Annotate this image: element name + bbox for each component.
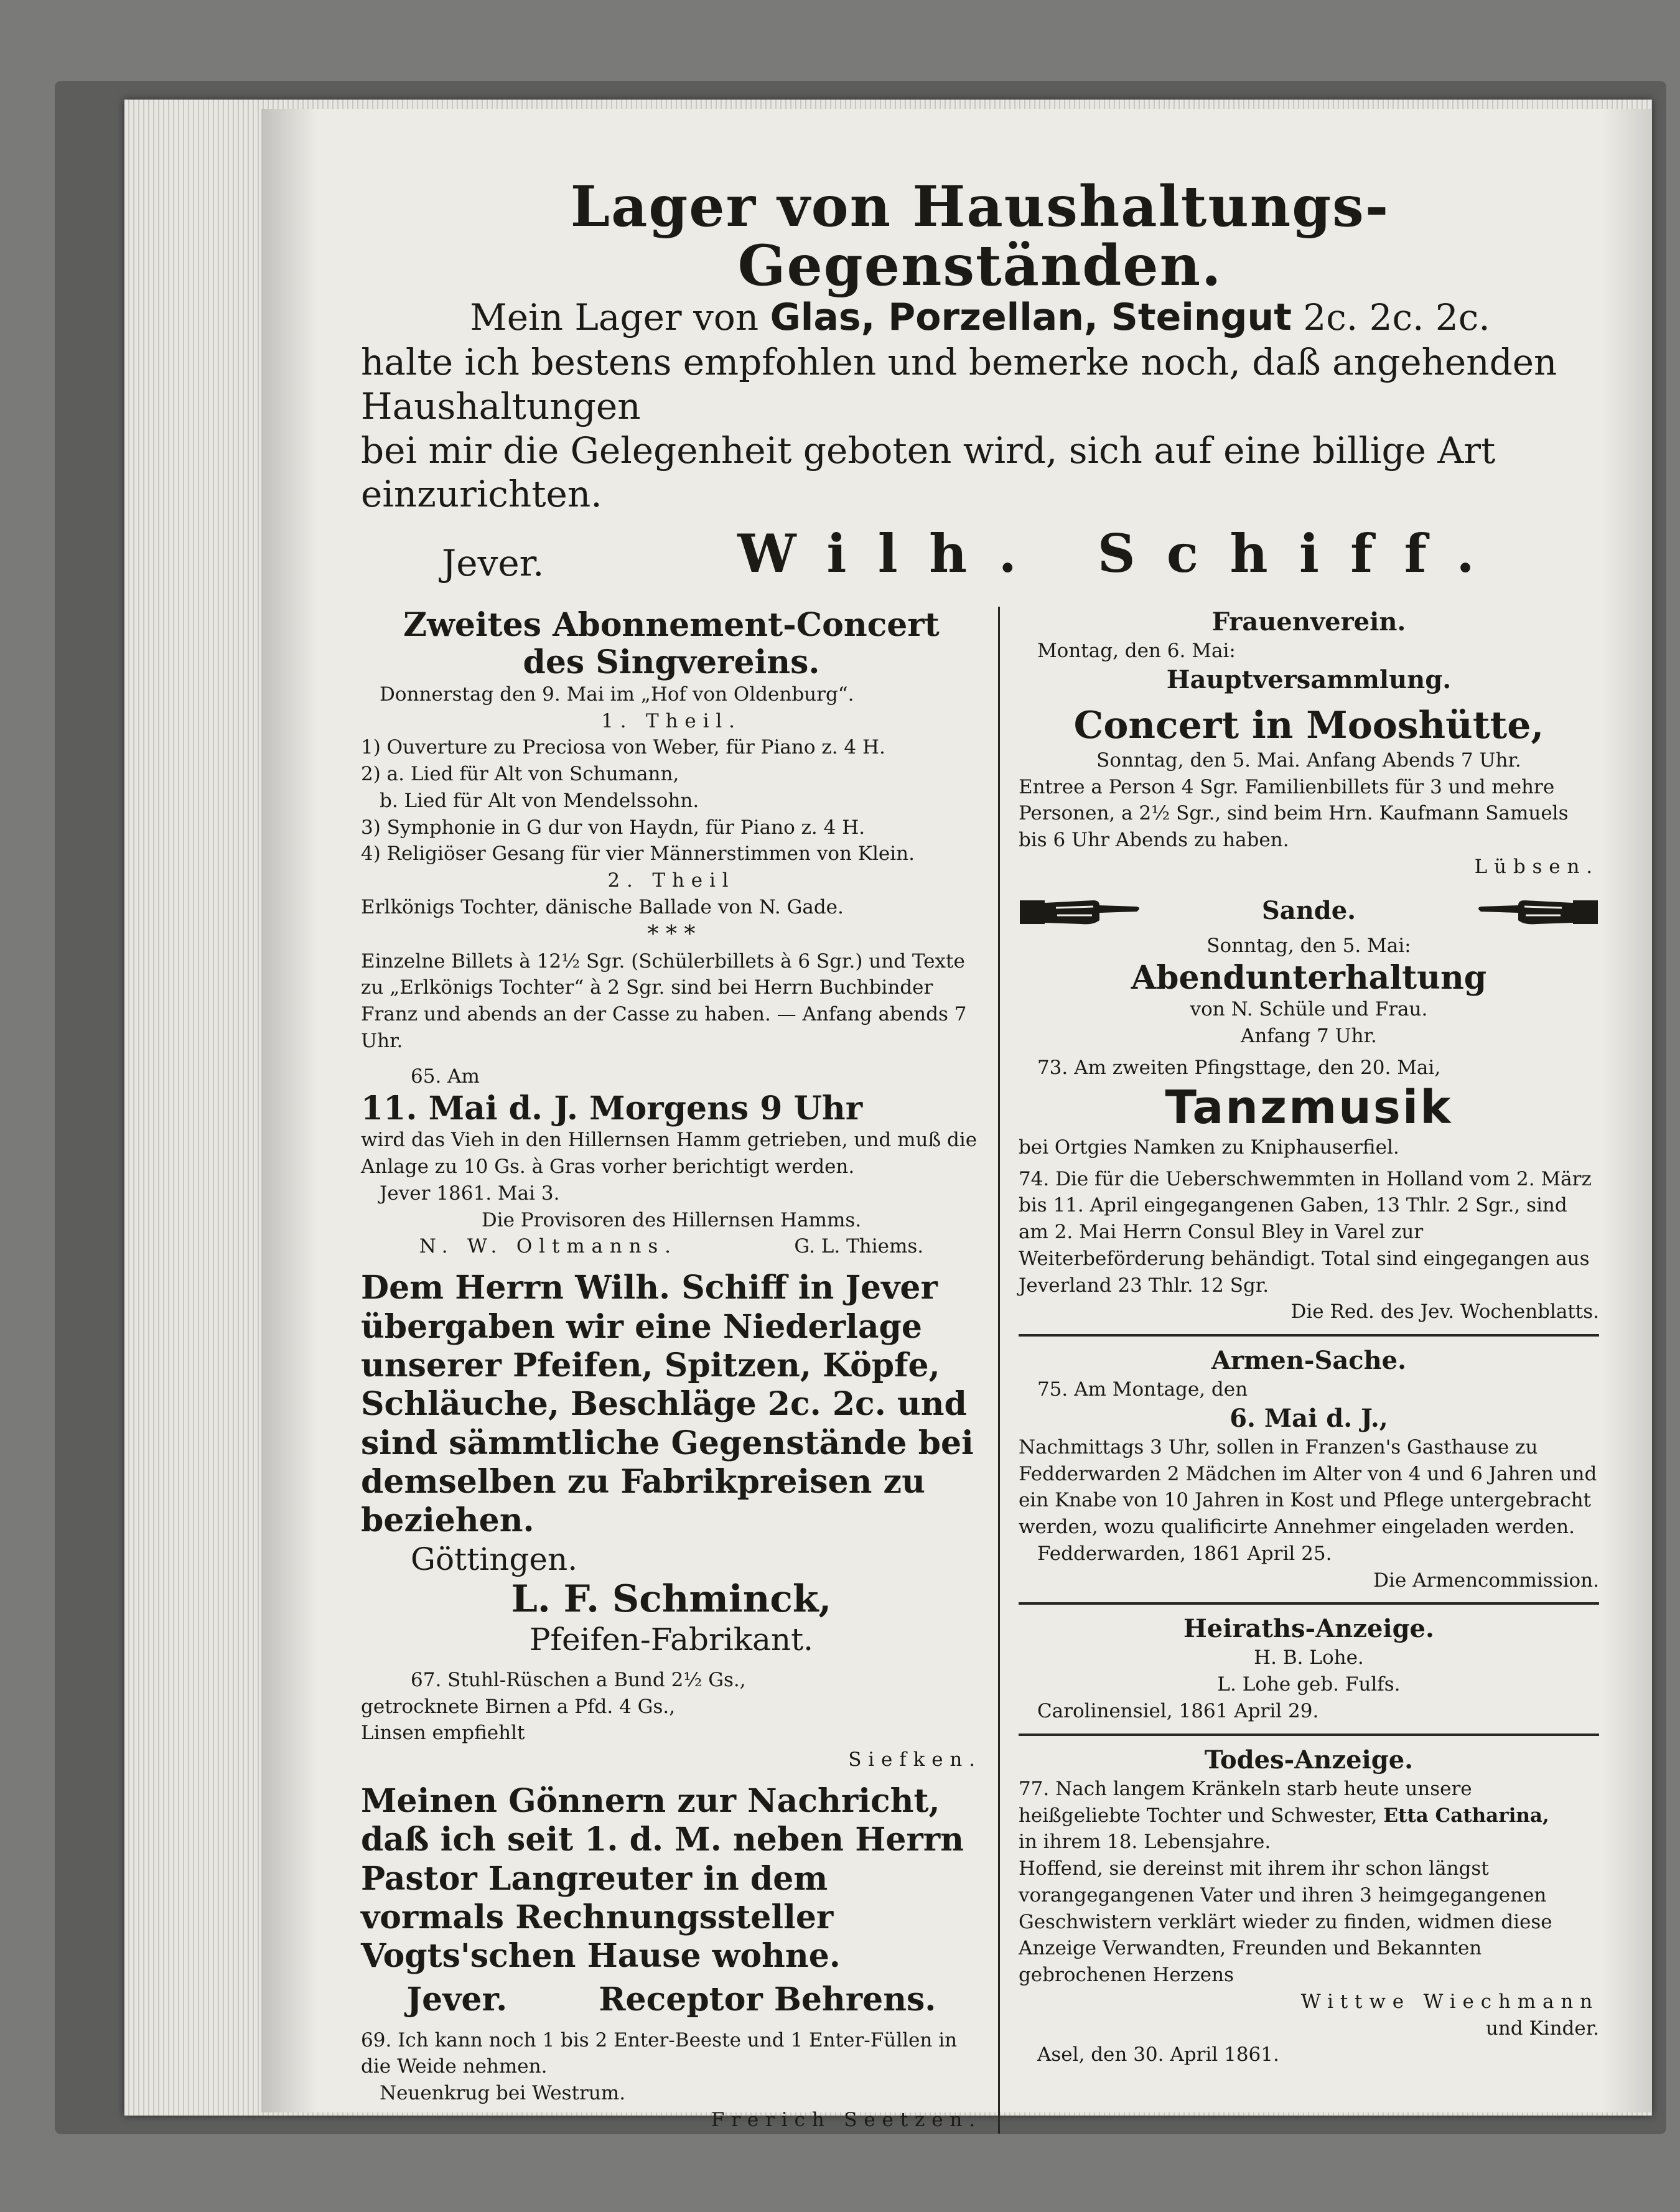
pointing-hand-right-icon [1019,889,1143,933]
concert-date: Donnerstag den 9. Mai im „Hof von Oldenburg“. [380,683,854,706]
todes-anzeige [1019,1745,1599,2068]
notice-67 [361,1667,982,1773]
notice-67-line-1: 67. Stuhl-Rüschen a Bund 2½ Gs., [411,1668,746,1691]
header-place: Jever. [442,542,544,585]
header-line-2: halte ich bestens empfohlen und bemerke noch, daß angehenden Haushaltungen [361,341,1557,427]
heiraths-name-2: L. Lohe geb. Fulfs. [1217,1673,1401,1696]
concert-notice [361,607,982,1055]
behrens-name: Receptor Behrens. [599,1980,936,2018]
todes-place: Asel, den 30. April 1861. [1037,2043,1279,2066]
newspaper-page [261,109,1652,2131]
sande-title: Abendunterhaltung [1131,958,1487,997]
concert-item-2a: 2) a. Lied für Alt von Schumann, [361,763,679,786]
notice-73 [1019,1055,1599,1161]
notice-74-sign: Die Red. des Jev. Wochenblatts. [1290,1300,1599,1323]
divider-rule [1019,1734,1599,1736]
notice-65-signer-1: N. W. Oltmanns. [419,1235,678,1258]
mooshuette-date: Sonntag, den 5. Mai. Anfang Abends 7 Uhr. [1096,749,1521,772]
pointing-hand-left-icon [1475,889,1599,933]
behrens-text: Meinen Gönnern zur Nachricht, daß ich seit 1. d. M. neben Herrn Pastor Langreuter in dem vormals Rechnungssteller Vogts'schen Hause wohne. [361,1781,964,1976]
tanzmusik-title: Tanzmusik [1165,1080,1453,1134]
sande-header-row [1019,889,1599,933]
notice-65-text: wird das Vieh in den Hillernsen Hamm getrieben, und muß die Anlage zu 10 Gs. à Gras vorher berichtigt werden. [361,1129,978,1178]
armen-title: Armen-Sache. [1211,1346,1407,1376]
todes-sign-1: Wittwe Wiechmann [1300,1990,1599,2013]
sande-notice [1019,889,1599,1050]
page-content [361,174,1599,2134]
frauenverein-notice [1019,607,1599,696]
right-column [1000,607,1599,2134]
sande-time: Anfang 7 Uhr. [1241,1025,1377,1048]
armen-sign: Die Armencommission. [1373,1569,1599,1592]
heiraths-title: Heiraths-Anzeige. [1183,1614,1434,1644]
pipe-factory-advertisement [361,1269,982,1658]
notice-73-text: 73. Am zweiten Pfingsttage, den 20. Mai, [1037,1056,1441,1079]
notice-73-place: bei Ortgies Namken zu Kniphauserfiel. [1018,1136,1399,1159]
concert-part-1: 1. Theil. [601,709,742,732]
armen-place: Fedderwarden, 1861 April 25. [1037,1542,1332,1565]
mooshuette-text: Entree a Person 4 Sgr. Familienbillets für 3 und mehre Personen, a 2½ Sgr., sind beim Hrn. Kaufmann Samuels bis 6 Uhr Abends zu haben. [1018,775,1569,852]
header-line-1-post: 2c. 2c. 2c. [1303,296,1490,338]
notice-69-text: 69. Ich kann noch 1 bis 2 Enter-Beeste und 1 Enter-Füllen in die Weide nehmen. [361,2028,958,2078]
behrens-notice [361,1782,982,2018]
notice-74-text: 74. Die für die Ueberschwemmten in Holland vom 2. März bis 11. April eingegangenen Gaben, 13 Thlr. 2 Sgr., sind am 2. Mai Herrn Consul Bley in Varel zur Weiterbeförderung behändigt. Total sind eingegangen aus Jeverland 23 Thlr. 12 Sgr. [1018,1167,1592,1297]
todes-text-1-body: 77. Nach langem Kränkeln starb heute unsere heißgeliebte Tochter und Schwester, [1018,1777,1472,1827]
notice-65-number: 65. Am [411,1065,480,1088]
todes-text-1 [1019,1776,1599,1829]
page-edge-shadow [1602,109,1652,2112]
header-line-3: bei mir die Gelegenheit geboten wird, sich auf eine billige Art einzurichten. [361,429,1496,516]
mooshuette-concert [1019,704,1599,880]
mooshuette-sign: Lübsen. [1474,856,1599,879]
concert-item-4: 4) Religiöser Gesang für vier Männerstimmen von Klein. [361,842,915,866]
frauenverein-event: Hauptversammlung. [1166,665,1452,694]
concert-title-1: Zweites Abonnement-Concert [403,606,940,645]
sande-by: von N. Schüle und Frau. [1190,998,1428,1021]
notice-65-place: Jever 1861. Mai 3. [380,1182,560,1205]
behrens-place: Jever. [406,1980,508,2018]
todes-sign-2: und Kinder. [1485,2017,1599,2040]
mooshuette-title: Concert in Mooshütte, [1073,703,1544,747]
frauenverein-title: Frauenverein. [1211,607,1406,637]
concert-tickets: Einzelne Billets à 12½ Sgr. (Schülerbillets à 6 Sgr.) und Texte zu „Erlkönigs Tochter“ à 2 Sgr. sind bei Herrn Buchbinder Franz und abends an der Casse zu haben. — Anfang abends 7 Uhr. [361,950,967,1052]
notice-65 [361,1063,982,1260]
notice-65-date: 11. Mai d. J. Morgens 9 Uhr [361,1089,863,1127]
headline: Lager von Haushaltungs-Gegenständen. [570,174,1390,299]
notice-74 [1019,1166,1599,1326]
sande-date: Sonntag, den 5. Mai: [1206,934,1411,957]
armen-date: 6. Mai d. J., [1230,1403,1388,1433]
gutter-shadow [261,109,317,2112]
armen-text: Nachmittags 3 Uhr, sollen in Franzen's Gasthause zu Fedderwarden 2 Mädchen im Alter von 4 und 6 Jahren und ein Knabe von 10 Jahren in Kost und Pflege untergebracht werden, wozu qualificirte Annehmer eingeladen werden. [1018,1435,1597,1539]
frauenverein-date: Montag, den 6. Mai: [1037,640,1236,663]
heiraths-anzeige [1019,1613,1599,1724]
todes-name: Etta Catharina, [1383,1804,1549,1827]
header-advertisement [361,174,1599,585]
notice-67-sign: Siefken. [848,1748,982,1771]
two-column-body [361,607,1599,2134]
armen-intro: 75. Am Montage, den [1037,1378,1248,1401]
divider-rule [1019,1334,1599,1337]
header-signature-row [361,523,1599,584]
left-column [361,607,1000,2134]
separator-stars: * * * [647,921,696,947]
notice-69-place: Neuenkrug bei Westrum. [380,2082,626,2105]
concert-part-2: 2. Theil [607,869,735,892]
notice-65-signers [361,1233,982,1260]
armen-sache-notice [1019,1345,1599,1594]
concert-part-2-item: Erlkönigs Tochter, dänische Ballade von N. Gade. [361,895,844,918]
pipe-ad-text: Dem Herrn Wilh. Schiff in Jever übergaben wir eine Niederlage unserer Pfeifen, Spitzen, Köpfe, Schläuche, Beschläge 2c. 2c. und sind sämmtliche Gegenstände bei demselben zu Fabrikpreisen zu beziehen. [361,1269,974,1540]
header-line-1 [361,295,1599,340]
pipe-ad-role: Pfeifen-Fabrikant. [529,1621,814,1658]
notice-69-sign: Frerich Seetzen. [711,2108,982,2131]
concert-item-2b: b. Lied für Alt von Mendelssohn. [380,789,699,812]
header-line-1-pre: Mein Lager von [470,296,759,338]
todes-text-3: Hoffend, sie dereinst mit ihrem ihr schon längst vorangegangenen Vater und ihren 3 heimgegangenen Geschwistern verklärt wieder zu finden, widmen diese Anzeige Verwandten, Freunden und Bekannten gebrochenen Herzens [1018,1857,1552,1987]
concert-title-2: des Singvereins. [523,643,820,681]
sande-place: Sande. [1261,896,1356,926]
todes-text-2: in ihrem 18. Lebensjahre. [1018,1831,1271,1854]
header-signature: Wilh. Schiff. [737,523,1506,585]
pipe-ad-place: Göttingen. [411,1541,578,1577]
heiraths-name-1: H. B. Lohe. [1254,1646,1364,1669]
behrens-signature-row [361,1981,982,2018]
divider-rule [1019,1602,1599,1605]
concert-item-1: 1) Ouverture zu Preciosa von Weber, für Piano z. 4 H. [361,736,885,759]
pipe-ad-name: L. F. Schminck, [511,1577,832,1621]
header-line-1-bold: Glas, Porzellan, Steingut [770,296,1292,339]
concert-item-3: 3) Symphonie in G dur von Haydn, für Piano z. 4 H. [361,816,866,839]
notice-67-line-3: Linsen empfiehlt [361,1722,525,1745]
notice-67-line-2: getrocknete Birnen a Pfd. 4 Gs., [361,1695,676,1718]
notice-65-signer-2: G. L. Thiems. [794,1235,924,1258]
notice-69 [361,2027,982,2134]
notice-65-sign: Die Provisoren des Hillernsen Hamms. [481,1208,862,1231]
todes-title: Todes-Anzeige. [1204,1745,1414,1775]
heiraths-place: Carolinensiel, 1861 April 29. [1037,1699,1319,1722]
